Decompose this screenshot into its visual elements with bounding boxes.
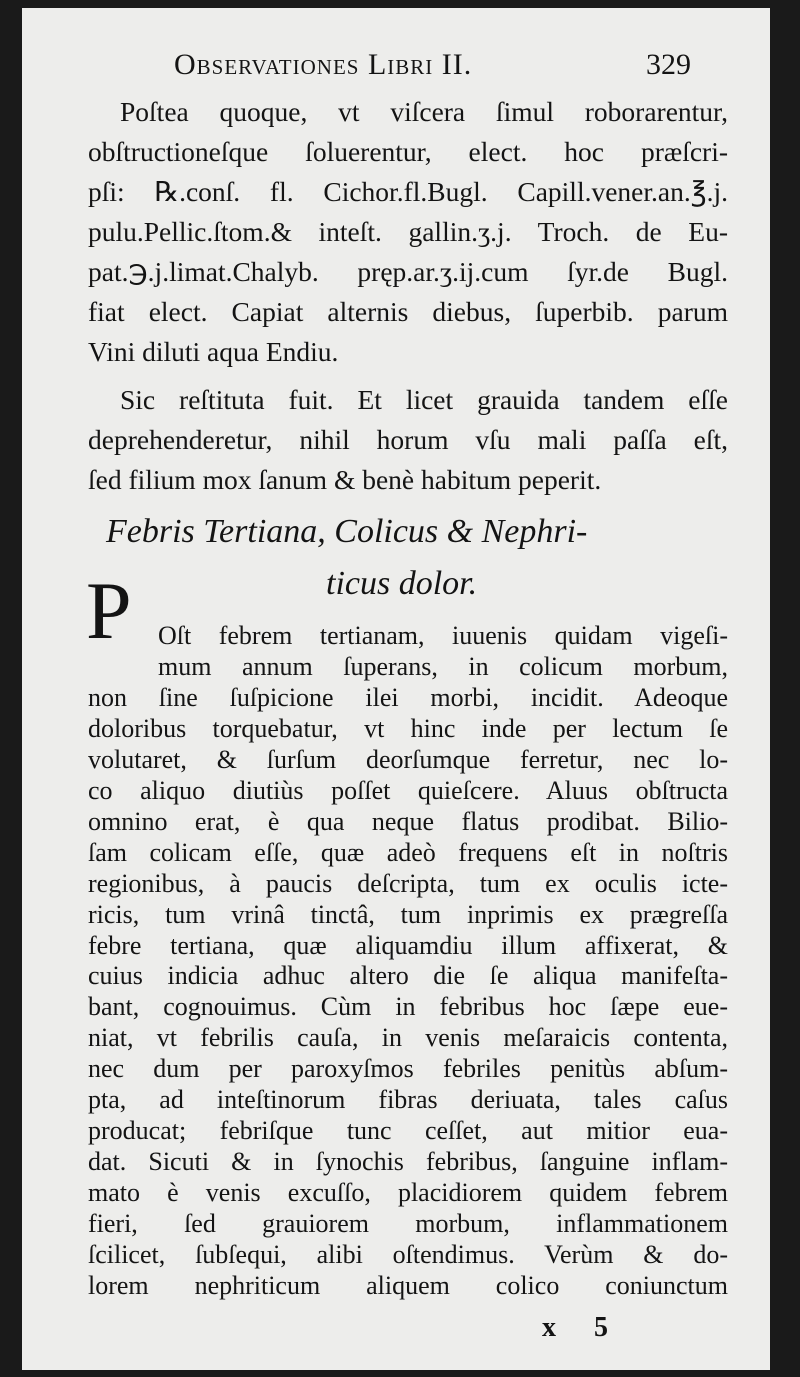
text-line: ſcilicet, ſubſequi, alibi oſtendimus. Verùm & do- [88,1240,728,1269]
text-line: producat; febriſque tunc ceſſet, aut mitior eua- [88,1116,728,1145]
text-line: ricis, tum vrinâ tinctâ, tum inprimis ex prægreſſa [88,900,728,929]
signature-mark: x [542,1312,556,1343]
text-line: obſtructioneſque ſoluerentur, elect. hoc præſcri- [88,136,728,167]
text-line: cuius indicia adhuc altero die ſe aliqua manifeſta- [88,961,728,990]
text-line: regionibus, à paucis deſcripta, tum ex oculis icte- [88,869,728,898]
text-line: ſed filium mox ſanum & benè habitum peperit. [88,464,602,495]
section-title-line-2: ticus dolor. [326,565,478,602]
text-line: pulu.Pellic.ſtom.& inteſt. gallin.ʒ.j. Troch. de Eu- [88,216,728,247]
page-number: 329 [646,48,691,81]
text-line: omnino erat, è qua neque flatus prodibat. Bilio- [88,807,728,836]
text-line: Oſt febrem tertianam, iuuenis quidam vigeſi- [158,621,728,650]
text-line: deprehenderetur, nihil horum vſu mali paſſa eſt, [88,424,728,455]
running-header: Observationes Libri II. [174,48,473,81]
text-line: bant, cognouimus. Cùm in febribus hoc ſæpe eue- [88,992,728,1021]
text-line: dat. Sicuti & in ſynochis febribus, ſanguine inflam- [88,1147,728,1176]
signature-number: 5 [594,1312,608,1343]
text-line: Sic reſtituta fuit. Et licet grauida tandem eſſe [120,384,728,415]
text-line: nec dum per paroxyſmos febriles penitùs abſum- [88,1054,728,1083]
text-line: febre tertiana, quæ aliquamdiu illum affixerat, & [88,931,728,960]
text-line: co aliquo diutiùs poſſet quieſcere. Aluus obſtructa [88,776,728,805]
text-line: pſi: ℞.conſ. fl. Cichor.fl.Bugl. Capill.vener.an.℥.j. [88,176,728,207]
text-line: lorem nephriticum aliquem colico coniunctum [88,1271,728,1300]
drop-cap: P [86,565,132,656]
text-line: fiat elect. Capiat alternis diebus, ſuperbib. parum [88,296,728,327]
text-line: volutaret, & ſurſum deorſumque ferretur, nec lo- [88,745,728,774]
section-title-line-1: Febris Tertiana, Colicus & Nephri- [106,513,588,550]
text-line: ſam colicam eſſe, quæ adeò frequens eſt in noſtris [88,838,728,867]
text-line: pta, ad inteſtinorum fibras deriuata, tales caſus [88,1085,728,1114]
text-line: doloribus torquebatur, vt hinc inde per lectum ſe [88,714,728,743]
text-line: non ſine ſuſpicione ilei morbi, incidit. Adeoque [88,683,728,712]
text-line: pat.℈.j.limat.Chalyb. pręp.ar.ʒ.ij.cum ſyr.de Bugl. [88,256,728,287]
text-line: Vini diluti aqua Endiu. [88,336,339,367]
text-line: fieri, ſed grauiorem morbum, inflammationem [88,1209,728,1238]
text-line: Poſtea quoque, vt viſcera ſimul roborarentur, [120,96,728,127]
text-line: mato è venis excuſſo, placidiorem quidem febrem [88,1178,728,1207]
text-line: niat, vt febrilis cauſa, in venis meſaraicis contenta, [88,1023,728,1052]
text-line: mum annum ſuperans, in colicum morbum, [158,652,728,681]
book-page [22,8,770,1370]
